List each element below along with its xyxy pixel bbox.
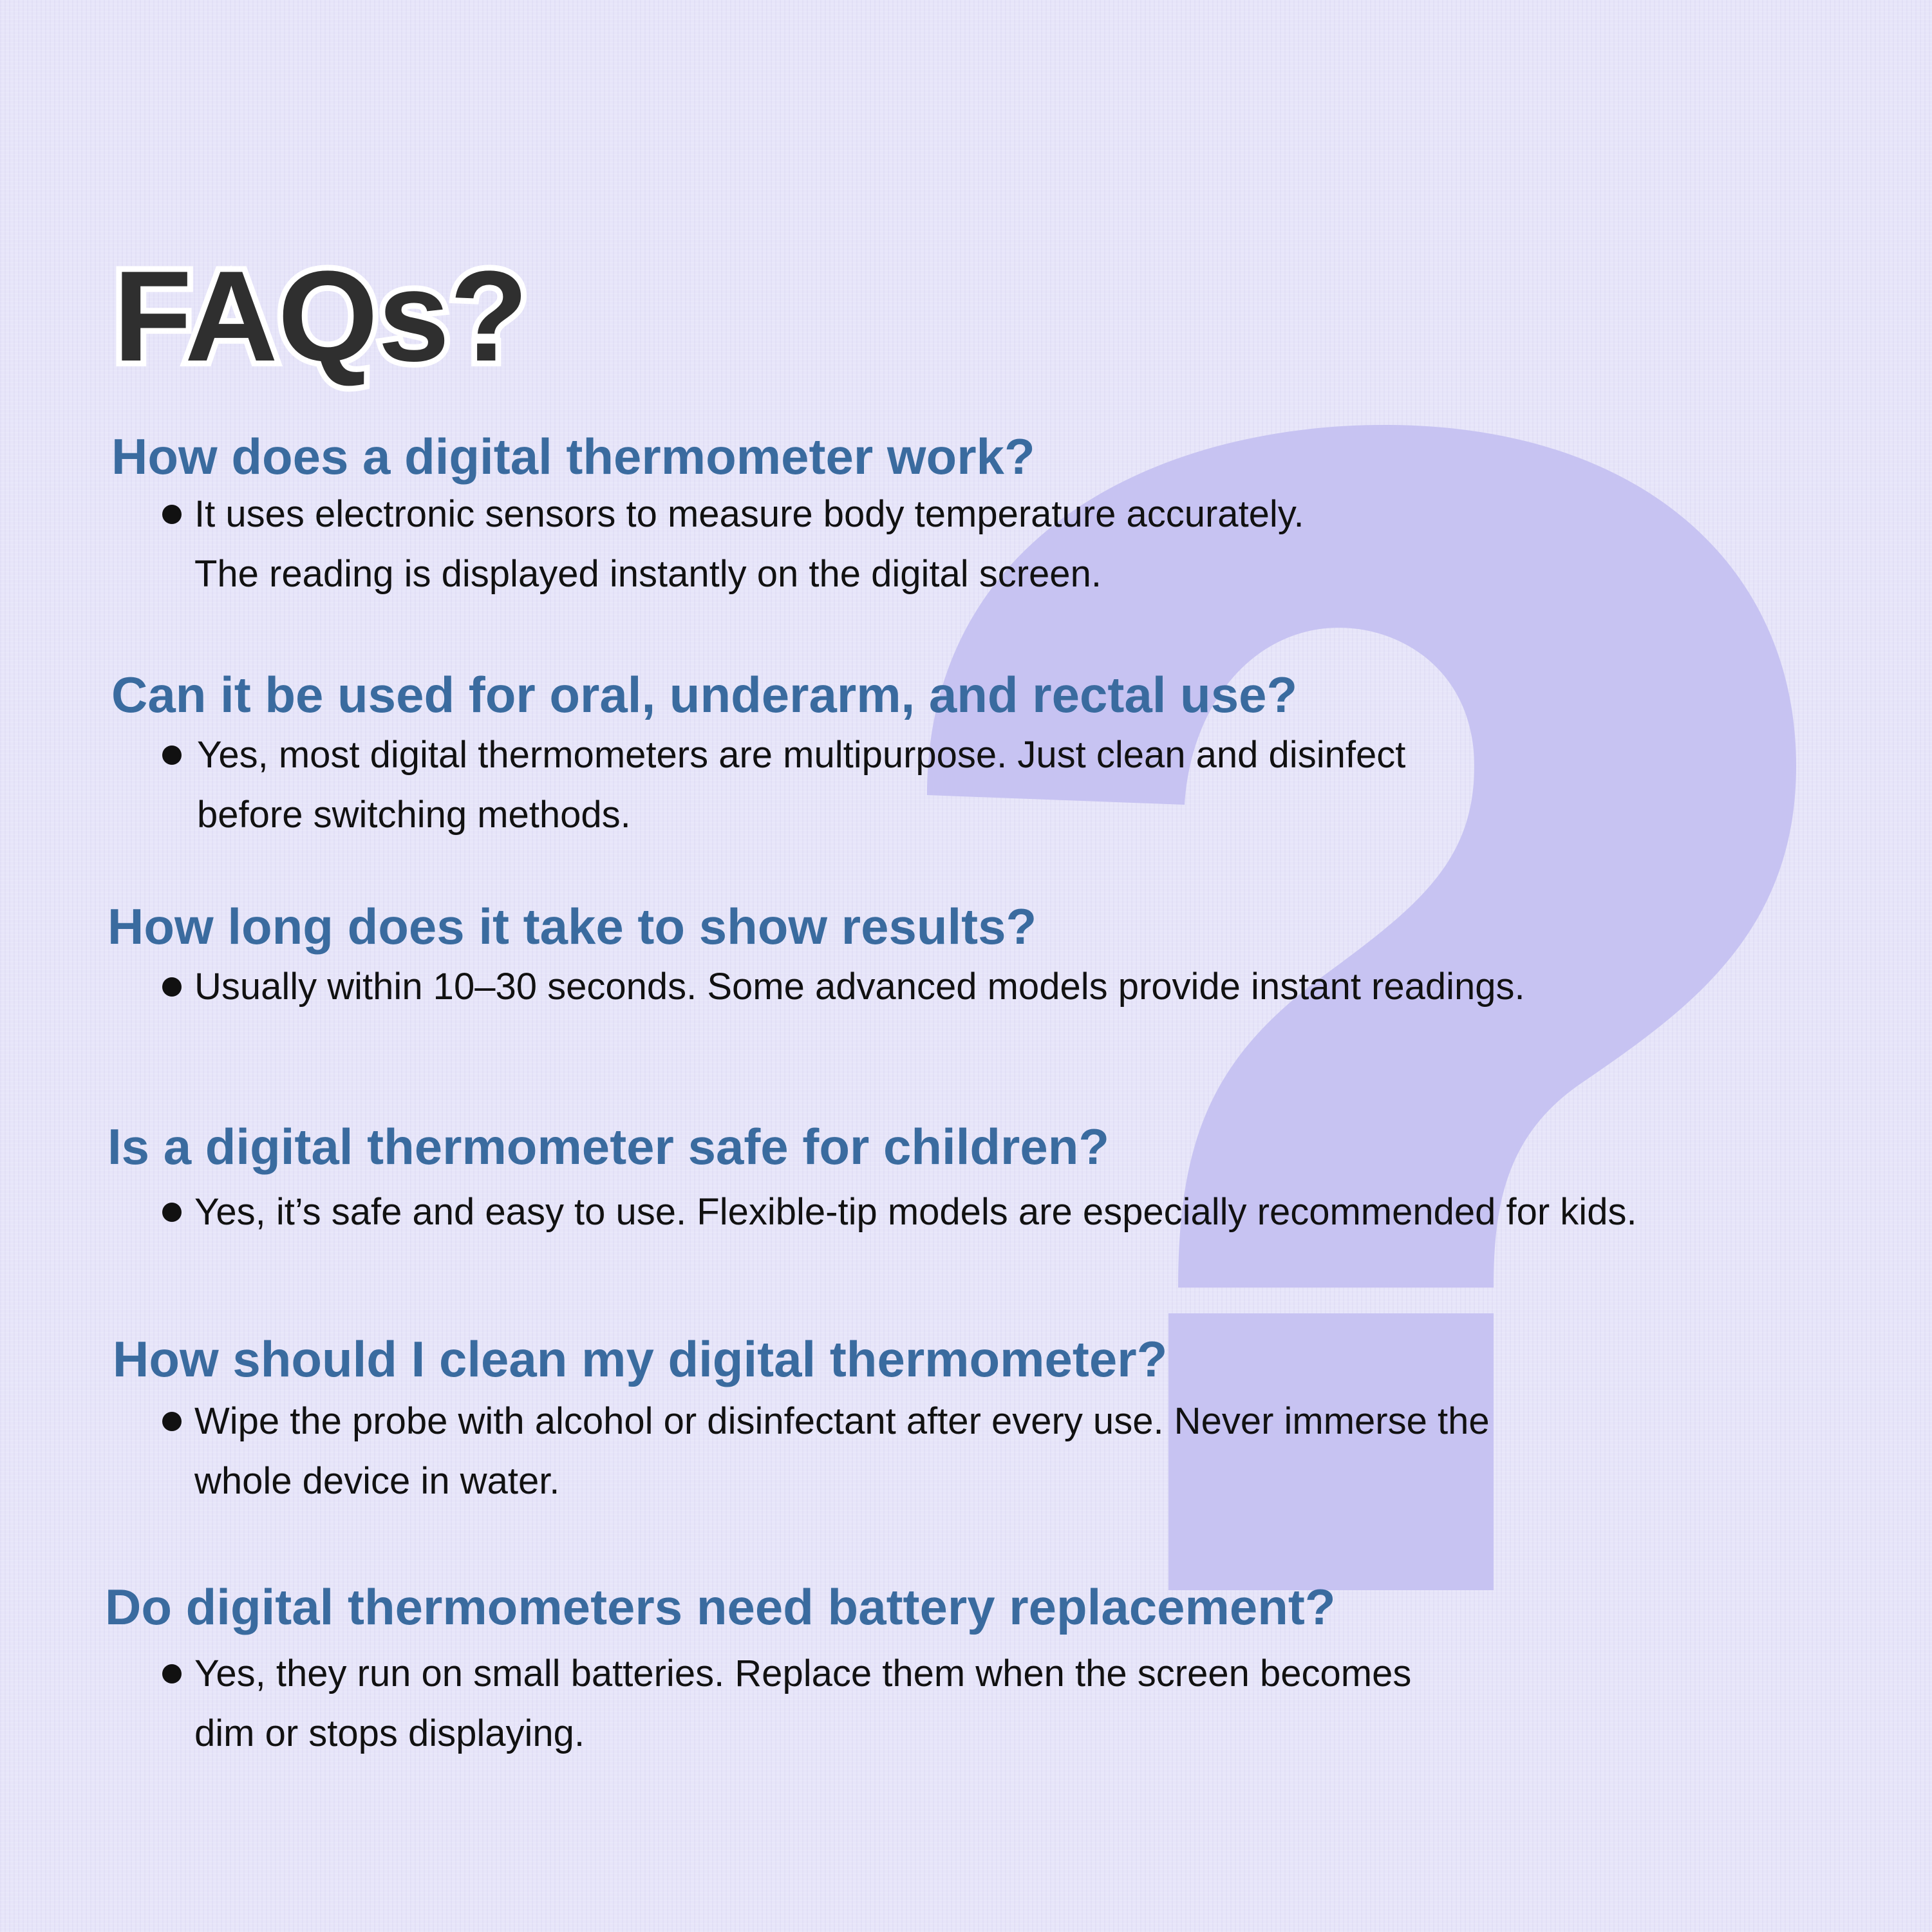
faq-answer: Yes, they run on small batteries. Replace them when the screen becomes dim or stops displaying. <box>194 1653 1412 1754</box>
faq-answer: Yes, most digital thermometers are multipurpose. Just clean and disinfect before switching methods. <box>197 734 1406 836</box>
bullet-icon <box>162 746 182 765</box>
faq-question: Do digital thermometers need battery replacement? <box>105 1579 1336 1635</box>
bullet-icon <box>162 977 182 997</box>
faq-question: Is a digital thermometer safe for children? <box>108 1118 1110 1175</box>
bullet-icon <box>162 505 182 524</box>
faq-answer: It uses electronic sensors to measure body temperature accurately. The reading is displayed instantly on the digital screen. <box>194 493 1304 595</box>
faq-question: Can it be used for oral, underarm, and rectal use? <box>111 666 1298 723</box>
faq-question: How should I clean my digital thermometer? <box>113 1331 1168 1387</box>
faq-answer: Usually within 10–30 seconds. Some advanced models provide instant readings. <box>194 966 1525 1008</box>
faq-answer: Yes, it’s safe and easy to use. Flexible-tip models are especially recommended for kids. <box>194 1191 1637 1233</box>
faq-question: How long does it take to show results? <box>108 898 1037 955</box>
bullet-icon <box>162 1203 182 1222</box>
bullet-icon <box>162 1412 182 1431</box>
faq-answer: Wipe the probe with alcohol or disinfectant after every use. Never immerse the whole device in water. <box>194 1400 1490 1502</box>
bullet-icon <box>162 1664 182 1683</box>
faq-question: How does a digital thermometer work? <box>111 428 1035 485</box>
page-title: FAQs? <box>113 245 529 388</box>
